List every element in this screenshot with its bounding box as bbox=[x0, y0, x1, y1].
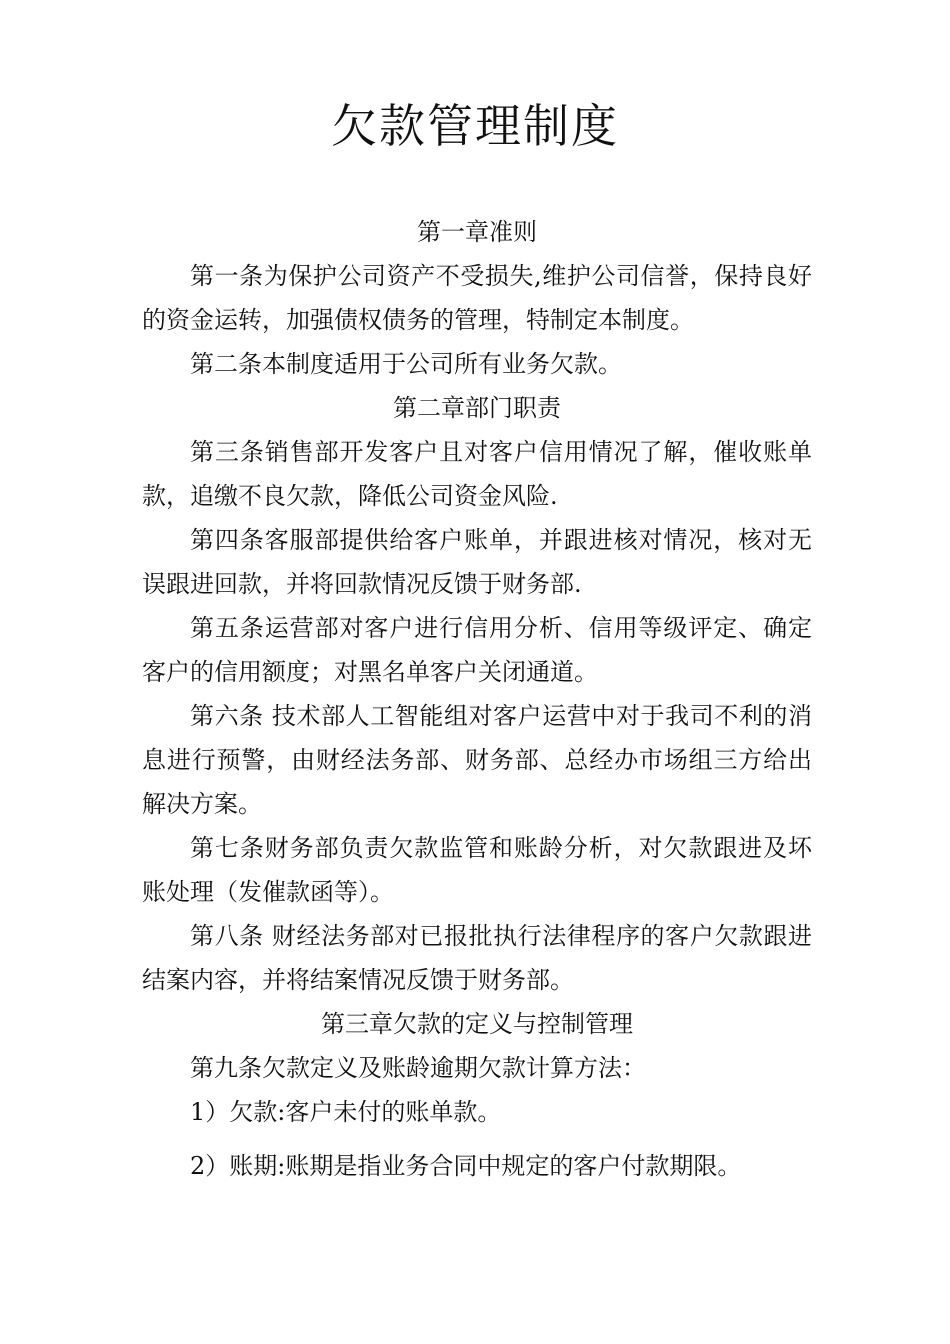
article-1: 第一条为保护公司资产不受损失,维护公司信誉，保持良好的资金运转，加强债权债务的管理，特制定本制度。 bbox=[142, 262, 812, 334]
article-9: 第九条欠款定义及账龄逾期欠款计算方法： bbox=[190, 1054, 646, 1082]
document-title: 欠款管理制度 bbox=[331, 99, 619, 153]
chapter-2-heading: 第二章部门职责 bbox=[393, 394, 561, 422]
article-8: 第八条 财经法务部对已报批执行法律程序的客户欠款跟进结案内容，并将结案情况反馈于财务部。 bbox=[142, 922, 812, 994]
chapter-3-heading: 第三章欠款的定义与控制管理 bbox=[321, 1010, 633, 1038]
article-4: 第四条客服部提供给客户账单，并跟进核对情况，核对无误跟进回款，并将回款情况反馈于财务部. bbox=[142, 526, 812, 598]
article-3: 第三条销售部开发客户且对客户信用情况了解，催收账单款，追缴不良欠款，降低公司资金风险. bbox=[142, 438, 812, 510]
chapter-1-heading: 第一章准则 bbox=[417, 218, 537, 246]
document-body bbox=[142, 210, 812, 1188]
article-6: 第六条 技术部人工智能组对客户运营中对于我司不利的消息进行预警，由财经法务部、财务部、总经办市场组三方给出解决方案。 bbox=[142, 702, 812, 818]
article-2: 第二条本制度适用于公司所有业务欠款。 bbox=[190, 350, 622, 378]
list-item-1: 1）欠款:客户未付的账单款。 bbox=[190, 1098, 502, 1126]
list-item-2: 2）账期:账期是指业务合同中规定的客户付款期限。 bbox=[190, 1152, 742, 1180]
article-5: 第五条运营部对客户进行信用分析、信用等级评定、确定客户的信用额度；对黑名单客户关闭通道。 bbox=[142, 614, 812, 686]
article-7: 第七条财务部负责欠款监管和账龄分析，对欠款跟进及坏账处理（发催款函等）。 bbox=[142, 834, 812, 906]
